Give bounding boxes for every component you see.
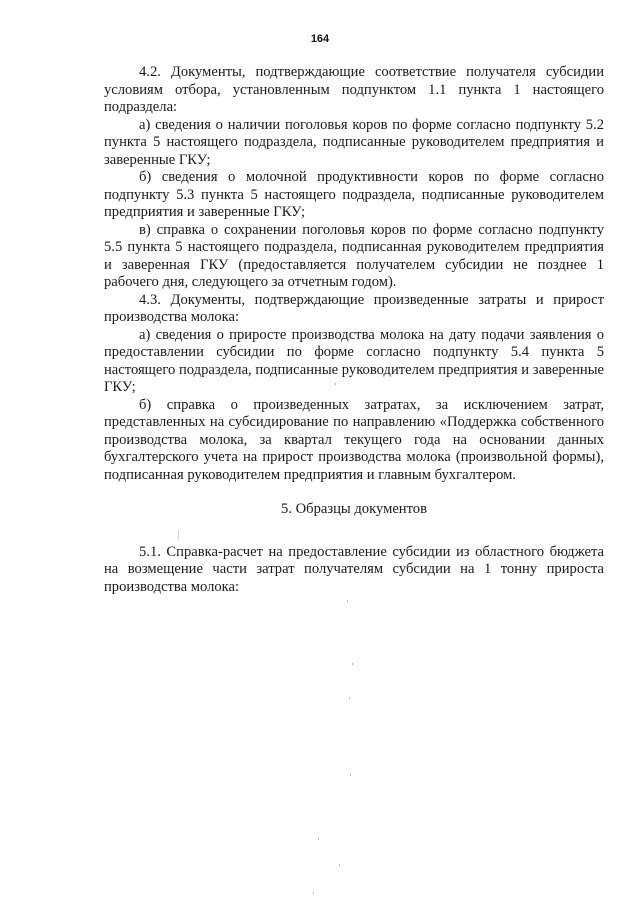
scan-speck xyxy=(318,838,319,840)
scan-speck xyxy=(335,383,336,385)
paragraph-4-2-c: в) справка о сохранении поголовья коров по форме согласно подпункту 5.5 пункта 5 настоящего подраздела, подписанная руководителем предприятия и заверенная ГКУ (предоставляется получателем субсидии не позднее 1 рабочего дня, следующего за отчетным годом). xyxy=(104,221,604,290)
spacer xyxy=(104,536,604,544)
paragraph-4-3-b: б) справка о произведенных затратах, за исключением затрат, представленных на субсидирование по направлению «Поддержка собственного производства молока, за квартал текущего года на основании данных бухгалтерского учета на прирост производства молока (произвольной формы), подписанная руководителем предприятия и главным бухгалтером. xyxy=(104,396,604,483)
paragraph-4-2-a: а) сведения о наличии поголовья коров по форме согласно подпункту 5.2 пункта 5 настоящего подраздела, подписанные руководителем предприятия и заверенные ГКУ; xyxy=(104,116,604,168)
paragraph-4-2: 4.2. Документы, подтверждающие соответствие получателя субсидии условиям отбора, установленным подпунктом 1.1 пункта 1 настоящего подраздела: xyxy=(104,64,604,115)
scan-speck xyxy=(178,530,179,540)
paragraph-4-2-b: б) сведения о молочной продуктивности коров по форме согласно подпункту 5.3 пункта 5 настоящего подраздела, подписанные руководителем предприятия и заверенные ГКУ; xyxy=(104,169,604,220)
scan-speck xyxy=(339,864,340,866)
paragraph-5-1: 5.1. Справка-расчет на предоставление субсидии из областного бюджета на возмещение части затрат получателям субсидии на 1 тонну прироста производства молока: xyxy=(104,543,604,595)
scan-speck xyxy=(350,774,351,776)
section-heading: 5. Образцы документов xyxy=(281,501,427,517)
document-body xyxy=(104,64,604,596)
paragraph-4-3-a: а) сведения о приросте производства молока на дату подачи заявления о предоставлении субсидии по форме согласно подпункту 5.4 пункта 5 настоящего подраздела, подписанные руководителем предприятия и заверенные ГКУ; xyxy=(104,326,604,395)
scan-speck xyxy=(352,663,353,665)
page-number: 164 xyxy=(310,33,330,45)
scan-speck xyxy=(313,892,314,894)
scan-speck xyxy=(349,697,350,699)
paragraph-4-3: 4.3. Документы, подтверждающие произведенные затраты и прирост производства молока: xyxy=(104,291,604,325)
scan-speck xyxy=(347,600,348,602)
